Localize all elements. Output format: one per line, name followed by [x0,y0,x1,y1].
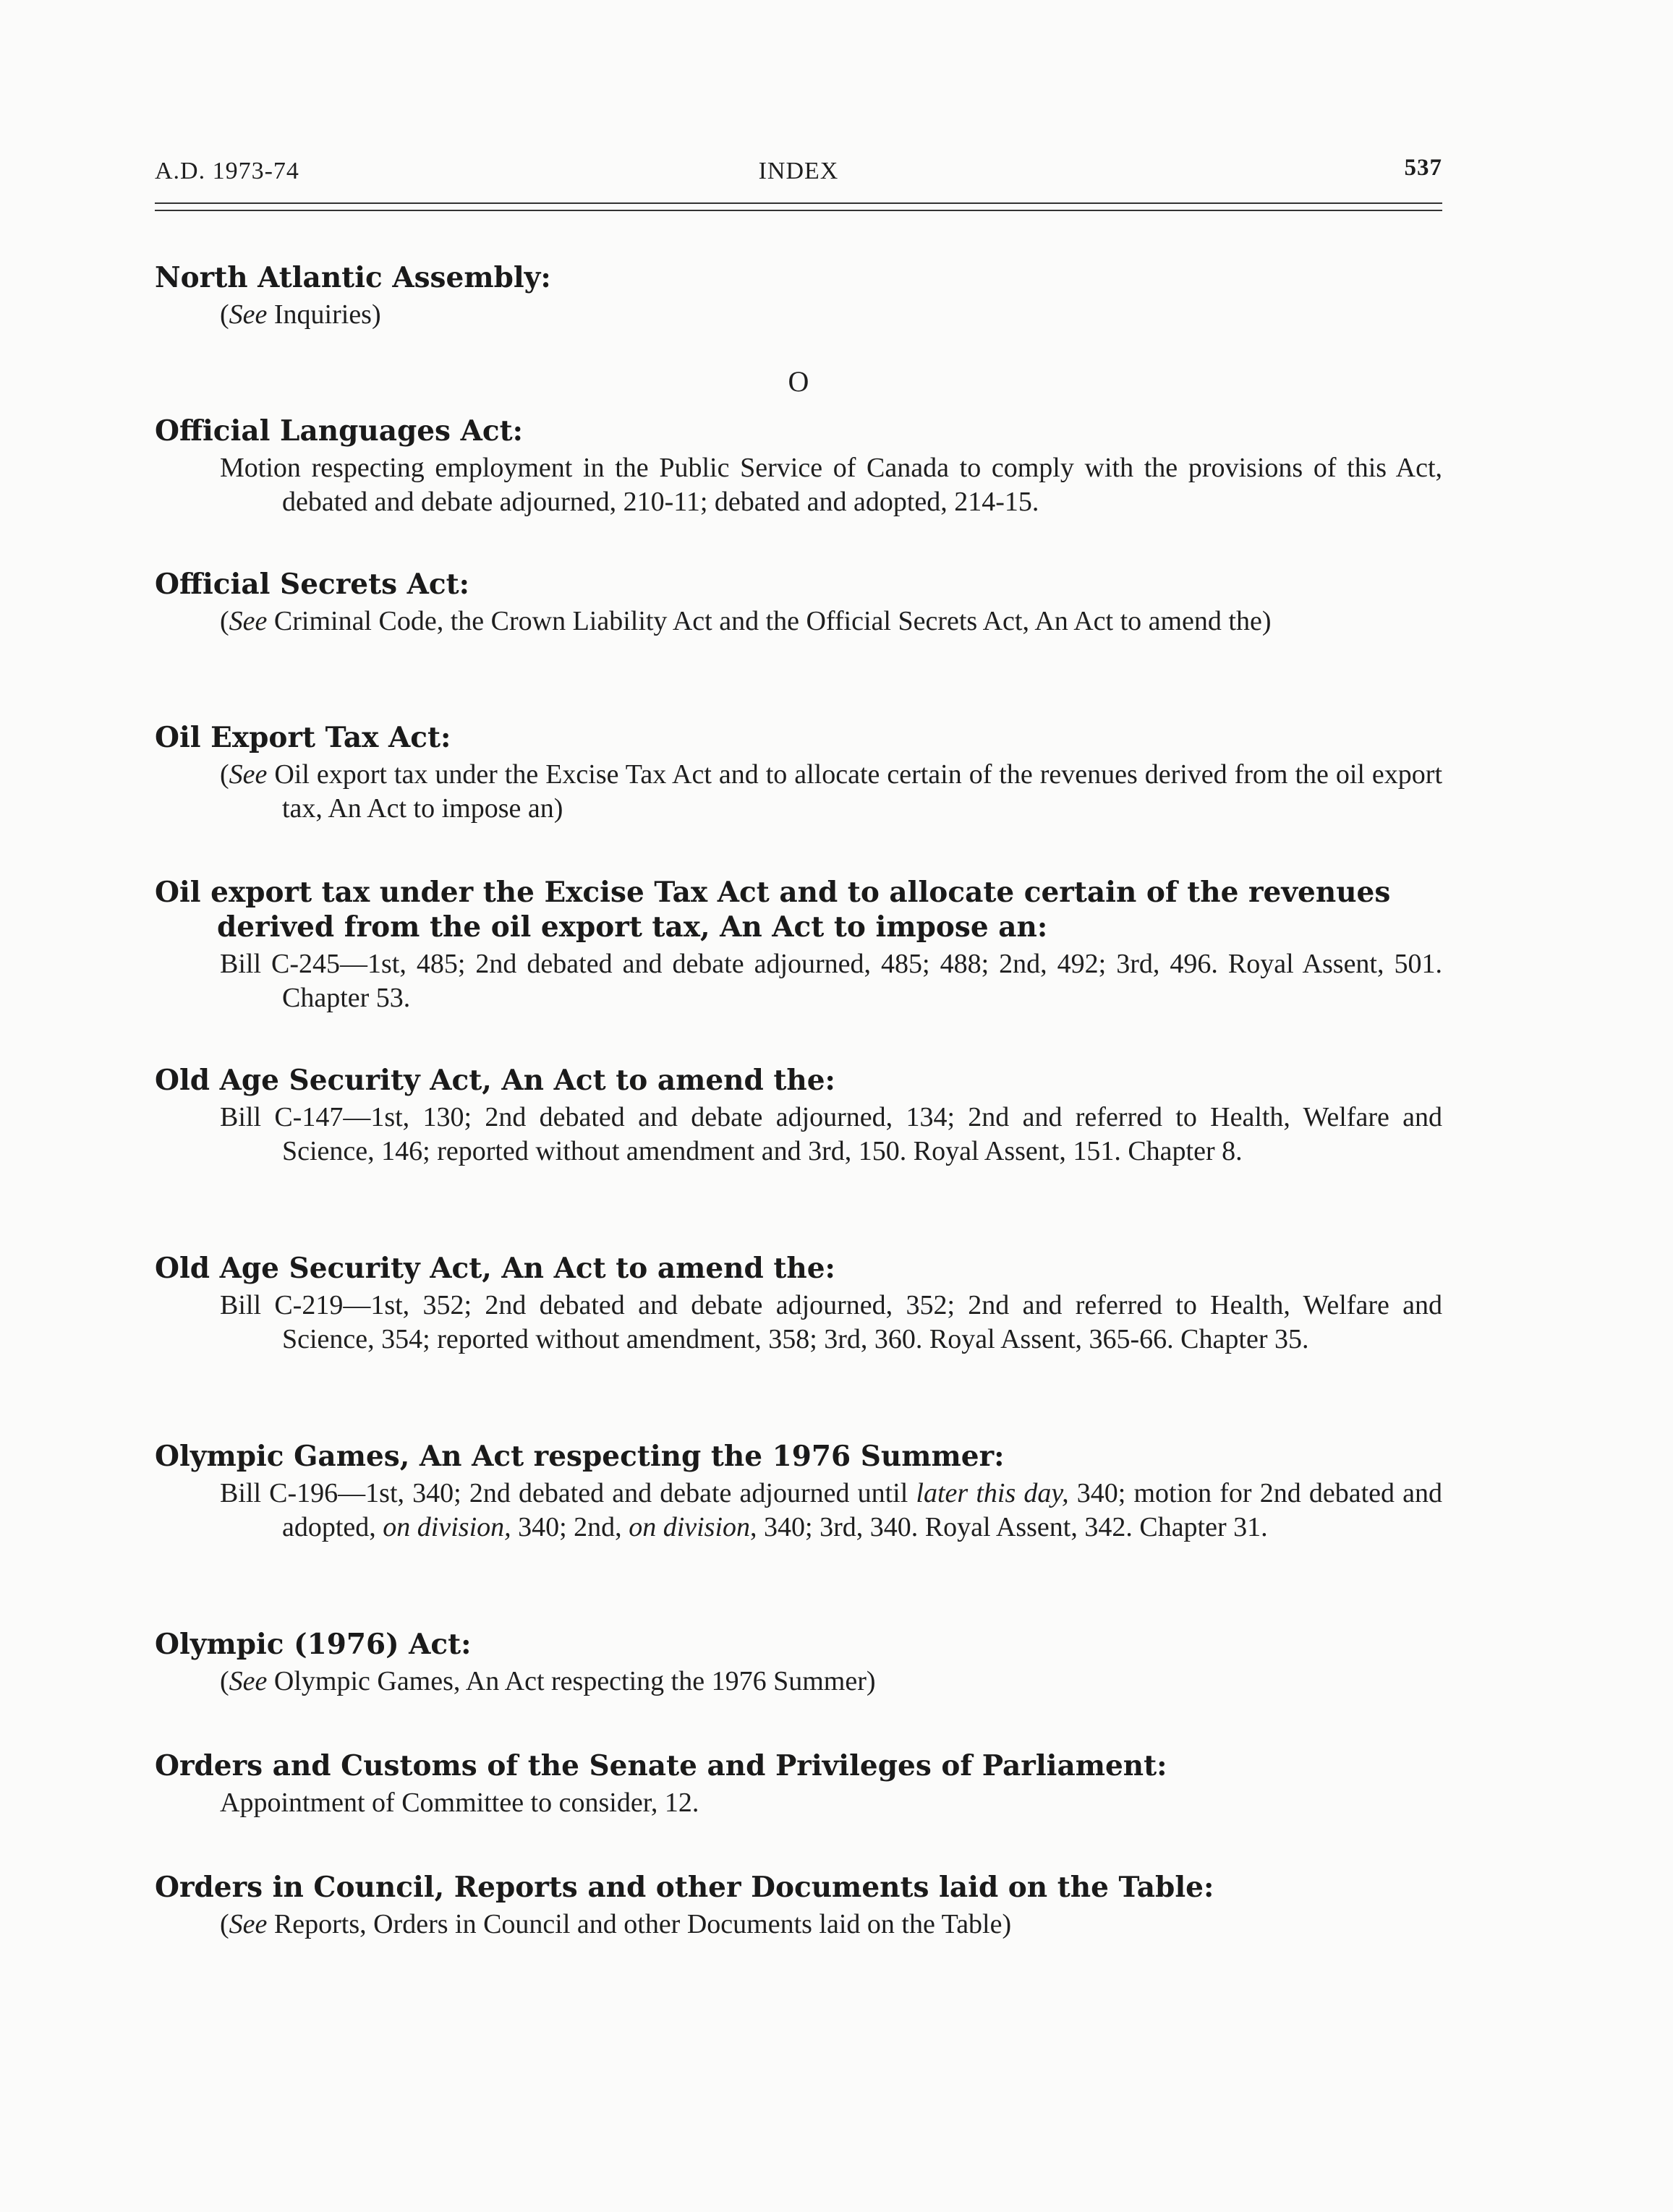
entry-body: (See Reports, Orders in Council and other Documents laid on the Table) [220,1909,1012,1939]
entry-body: Bill C-219—1st, 352; 2nd debated and debate adjourned, 352; 2nd and referred to Health, Welfare and Science, 354; reported without amendment, 358; 3rd, 360. Royal Assent, 365-66. Chapter 35. [220,1290,1442,1354]
entry-text: Inquiries) [273,299,381,330]
entry-heading: Old Age Security Act, An Act to amend the: [155,1064,835,1097]
header-rule-bottom [155,210,1442,211]
section-letter: O [788,365,809,398]
entry-text: Bill C-196—1st, 340; 2nd debated and debate adjourned until [220,1478,916,1508]
index-entry [155,1870,1442,1942]
entry-text: 340; 2nd, [511,1512,629,1542]
index-page [155,0,1442,2212]
index-entry [155,567,1442,639]
entry-body: (See Olympic Games, An Act respecting the 1976 Summer) [220,1666,876,1696]
entry-heading: Orders in Council, Reports and other Documents laid on the Table: [155,1871,1214,1904]
see-reference: See [229,1909,268,1939]
entry-body: Appointment of Committee to consider, 12. [220,1788,699,1818]
entry-heading: Oil export tax under the Excise Tax Act and to allocate certain of the revenues derived from the oil export tax, An Act to impose an: [155,876,1391,944]
entry-text-italic: on division, [383,1512,511,1542]
entry-body [155,1477,1442,1545]
index-entry [155,414,1442,519]
entry-text: , 340; 3rd, 340. Royal Assent, 342. Chapter 31. [750,1512,1268,1542]
entry-heading: Olympic Games, An Act respecting the 1976 Summer: [155,1440,1005,1473]
index-entry [155,720,1442,826]
index-entry [155,260,1442,332]
entry-heading: Official Secrets Act: [155,568,470,601]
entry-heading: Official Languages Act: [155,414,523,448]
entry-text: Olympic Games, An Act respecting the 1976 Summer) [273,1666,876,1696]
entry-text-italic: on division [629,1512,751,1542]
entry-text: Oil export tax under the Excise Tax Act and to allocate certain of the revenues derived from the oil export tax, An Act to impose an) [274,759,1442,824]
index-entry [155,1439,1442,1545]
running-head [155,155,1442,194]
page-number: 537 [1404,155,1442,181]
header-date: A.D. 1973-74 [155,158,299,184]
header-title: INDEX [758,158,839,184]
header-rule-top [155,202,1442,204]
entry-body: (See Oil export tax under the Excise Tax Act and to allocate certain of the revenues derived from the oil export tax, An Act to impose an) [220,759,1442,824]
index-entry [155,1251,1442,1357]
see-reference: See [229,299,268,330]
entry-body: Bill C-245—1st, 485; 2nd debated and debate adjourned, 485; 488; 2nd, 492; 3rd, 496. Royal Assent, 501. Chapter 53. [220,949,1442,1013]
index-entry [155,1627,1442,1699]
index-entry [155,875,1442,1015]
see-reference: See [229,759,268,790]
entry-heading: Oil Export Tax Act: [155,721,451,754]
entry-text-italic: later this day, [916,1478,1069,1508]
see-reference: See [229,1666,268,1696]
entry-text: Criminal Code, the Crown Liability Act and the Official Secrets Act, An Act to amend the) [273,606,1272,636]
entry-heading: Old Age Security Act, An Act to amend the: [155,1252,835,1285]
entry-body: Bill C-147—1st, 130; 2nd debated and debate adjourned, 134; 2nd and referred to Health, Welfare and Science, 146; reported without amendment and 3rd, 150. Royal Assent, 151. Chapter 8. [220,1102,1442,1166]
index-entry [155,1748,1442,1820]
see-reference: See [229,606,268,636]
entry-text: 340; motion for 2nd debated and adopted, [282,1478,1443,1542]
entry-text: Reports, Orders in Council and other Documents laid on the Table) [273,1909,1012,1939]
entry-body: (See Inquiries) [220,299,381,330]
entry-heading: Olympic (1976) Act: [155,1628,472,1661]
entry-body: (See Criminal Code, the Crown Liability Act and the Official Secrets Act, An Act to amend the) [220,606,1272,636]
entry-body: Motion respecting employment in the Public Service of Canada to comply with the provisions of this Act, debated and debate adjourned, 210-11; debated and adopted, 214-15. [220,453,1442,517]
entry-heading: North Atlantic Assembly: [155,261,551,294]
entry-heading: Orders and Customs of the Senate and Privileges of Parliament: [155,1749,1167,1782]
index-entry [155,1063,1442,1169]
